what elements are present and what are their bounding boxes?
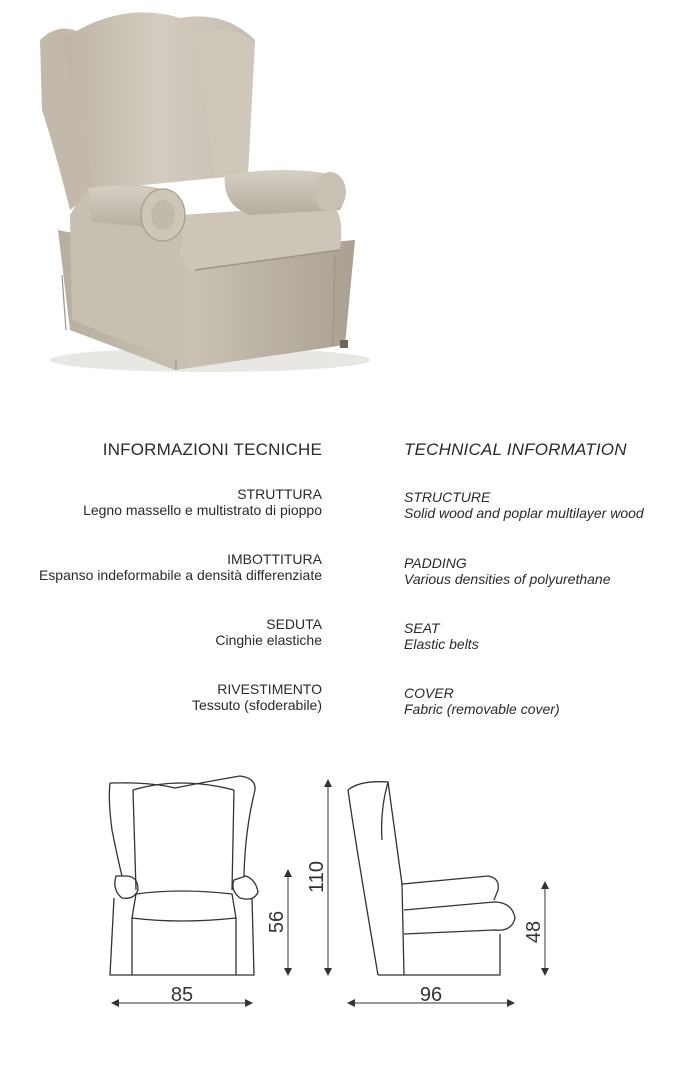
info-english	[404, 440, 694, 460]
label-struttura: STRUTTURA	[237, 486, 322, 502]
dim-width: 85	[170, 984, 194, 1006]
dim-depth: 96	[419, 984, 443, 1006]
info-italian	[0, 440, 322, 460]
info-item-it	[0, 486, 322, 518]
label-padding: PADDING	[404, 555, 467, 571]
label-seduta: SEDUTA	[266, 616, 322, 632]
value-seduta: Cinghie elastiche	[215, 632, 322, 648]
dim-seat-height: 56	[266, 910, 288, 934]
info-item-en	[404, 620, 694, 652]
info-item-en	[404, 685, 694, 717]
technical-drawings	[0, 760, 694, 1080]
info-item-it	[0, 551, 322, 583]
info-item-it	[0, 681, 322, 713]
heading-en: TECHNICAL INFORMATION	[404, 440, 627, 459]
info-item-it	[0, 616, 322, 648]
info-item-en	[404, 489, 694, 521]
value-cover: Fabric (removable cover)	[404, 701, 560, 717]
value-struttura: Legno massello e multistrato di pioppo	[83, 502, 322, 518]
label-structure: STRUCTURE	[404, 489, 491, 505]
value-rivestimento: Tessuto (sfoderabile)	[192, 697, 322, 713]
armchair-photo	[0, 0, 420, 400]
value-padding: Various densities of polyurethane	[404, 571, 611, 587]
label-seat: SEAT	[404, 620, 440, 636]
heading-it: INFORMAZIONI TECNICHE	[102, 440, 322, 459]
value-structure: Solid wood and poplar multilayer wood	[404, 505, 644, 521]
dim-arm-height: 48	[523, 920, 545, 944]
side-view-drawing	[348, 782, 515, 975]
value-imbottitura: Espanso indeformabile a densità differenziate	[38, 567, 322, 583]
value-seat: Elastic belts	[404, 636, 479, 652]
dim-total-height: 110	[306, 861, 328, 893]
info-item-en	[404, 555, 694, 587]
label-cover: COVER	[404, 685, 454, 701]
front-view-drawing	[109, 776, 258, 975]
label-rivestimento: RIVESTIMENTO	[217, 681, 322, 697]
label-imbottitura: IMBOTTITURA	[227, 551, 322, 567]
